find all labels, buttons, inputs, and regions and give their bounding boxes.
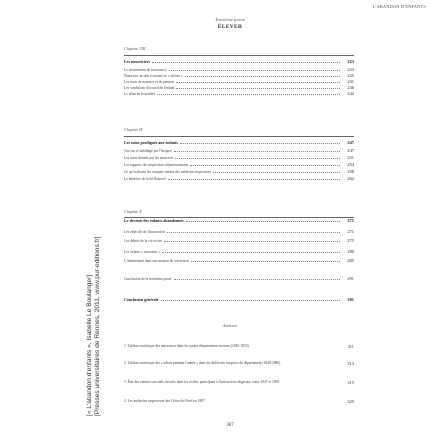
toc-entry-title: Les rapports des inspecteurs départementaux bbox=[124, 162, 189, 167]
toc-page-number: 231 bbox=[347, 78, 354, 84]
chapter-label: Chapitre X bbox=[124, 209, 142, 214]
toc-entry-title: Les soins prodigués aux enfants bbox=[124, 140, 178, 145]
toc-entry bbox=[124, 147, 354, 153]
toc-entry bbox=[124, 58, 354, 64]
toc-page-number: 251 bbox=[347, 154, 354, 160]
toc-entry-title: Le bilan en la matière bbox=[124, 91, 156, 96]
toc-page-number: 223 bbox=[347, 66, 354, 72]
dot-leader bbox=[186, 221, 340, 222]
annex-entry bbox=[124, 361, 354, 366]
dot-leader bbox=[174, 279, 340, 280]
annex-page-number: 325 bbox=[347, 398, 354, 404]
dot-leader bbox=[175, 158, 340, 159]
annex-entry bbox=[124, 399, 354, 404]
general-conclusion-entry bbox=[124, 296, 354, 302]
toc-page-number: 291 bbox=[347, 275, 354, 281]
chapter-label: Chapitre VIII bbox=[124, 46, 146, 51]
toc-entry bbox=[124, 175, 354, 181]
page-number: 367 bbox=[226, 423, 234, 428]
toc-entry bbox=[124, 72, 354, 78]
annex-page-number: 313 bbox=[347, 360, 354, 366]
annex-entry bbox=[124, 380, 354, 385]
toc-entry bbox=[124, 168, 354, 174]
annex-entry-title: 3. État des enfants vaccinés, inscrits dans les écoles, participant à l'instruction religieuse, entre 1847 et 1859 bbox=[124, 380, 280, 384]
toc-entry bbox=[124, 248, 354, 254]
divider bbox=[124, 136, 354, 137]
toc-entry bbox=[124, 237, 354, 243]
annex-entry-title: 4. Les médecins inspecteurs des Côtes-du-Nord en 1897 bbox=[124, 399, 205, 403]
toc-page-number: 236 bbox=[347, 84, 354, 90]
divider bbox=[124, 55, 354, 56]
dot-leader bbox=[168, 179, 340, 180]
toc-entry-title: Nourrices au sein et nourrices « sèches » bbox=[124, 73, 183, 78]
dot-leader bbox=[157, 94, 340, 95]
annex-page-number: 315 bbox=[347, 379, 354, 385]
toc-page-number: 301 bbox=[347, 296, 354, 302]
annex-entry-title: 2. Tableau statistique des « admis pendant l'année » dans les différents hospices du département (1840-1886) bbox=[124, 361, 281, 365]
dot-leader bbox=[176, 82, 340, 83]
toc-entry-title: Conclusion générale bbox=[124, 297, 159, 302]
dot-leader bbox=[162, 252, 340, 253]
toc-entry-title: L'internement dans une maison de correction bbox=[124, 258, 189, 263]
toc-entry-title: Le devenir des enfants abandonnés bbox=[124, 218, 184, 223]
toc-entry-title: Les conditions d'accueil de l'enfant bbox=[124, 85, 175, 90]
toc-page-number: 275 bbox=[347, 237, 354, 243]
toc-page-number: 225 bbox=[347, 72, 354, 78]
dot-leader bbox=[161, 300, 340, 301]
dot-leader bbox=[152, 62, 340, 63]
dot-leader bbox=[176, 88, 340, 89]
part-label: Troisième partie bbox=[214, 17, 246, 22]
toc-entry bbox=[124, 90, 354, 96]
running-header: L'ABANDON D'ENFANTS bbox=[372, 4, 426, 9]
toc-entry-title: Les enfants « insoumis » bbox=[124, 249, 160, 254]
toc-entry bbox=[124, 66, 354, 72]
toc-page-number: 258 bbox=[347, 168, 354, 174]
dot-leader bbox=[167, 232, 340, 233]
toc-page-number: 254 bbox=[347, 161, 354, 167]
dot-leader bbox=[169, 70, 340, 71]
dot-leader bbox=[185, 76, 340, 77]
toc-entry-title: Les objectifs de l'instruction bbox=[124, 229, 165, 234]
dot-leader bbox=[213, 172, 340, 173]
part-title: ÉLEVER bbox=[217, 24, 243, 30]
toc-entry bbox=[124, 257, 354, 263]
side-citation bbox=[86, 237, 102, 416]
toc-entry-title: Le bénéfice de la loi Roussel bbox=[124, 176, 166, 181]
toc-page-number: 280 bbox=[347, 248, 354, 254]
citation-line: [« L'abandon d'enfants », Isabelle Le Boulanger] bbox=[86, 274, 93, 416]
annexes-title: Annexes bbox=[222, 323, 238, 328]
annex-page-number: 311 bbox=[347, 343, 354, 349]
toc-entry bbox=[124, 228, 354, 234]
toc-page-number: 271 bbox=[347, 217, 354, 223]
toc-page-number: 262 bbox=[347, 175, 354, 181]
chapter-label: Chapitre IX bbox=[124, 127, 143, 132]
toc-entry-title: Ce qu'en disent les comptes rendus des médecins inspecteurs bbox=[124, 169, 212, 174]
toc-entry-title: Vaccins et habillage par l'hospice bbox=[124, 148, 172, 153]
toc-entry-title: Les débuts de la vie active bbox=[124, 238, 163, 243]
toc-page-number: 223 bbox=[347, 58, 354, 64]
toc-entry-title: Les mois de nourrice et de pension bbox=[124, 79, 175, 84]
toc-page-number: 247 bbox=[347, 147, 354, 153]
toc-page-number: 247 bbox=[347, 139, 354, 145]
toc-entry bbox=[124, 84, 354, 90]
toc-entry bbox=[124, 217, 354, 223]
citation-line: [Presses universitaires de Rennes, 2011, www.pur-editions.fr] bbox=[94, 236, 102, 416]
dot-leader bbox=[174, 151, 340, 152]
toc-page-number: 242 bbox=[347, 90, 354, 96]
toc-entry bbox=[124, 139, 354, 145]
toc-entry bbox=[124, 161, 354, 167]
toc-page-number: 285 bbox=[347, 257, 354, 263]
toc-entry bbox=[124, 78, 354, 84]
dot-leader bbox=[180, 143, 340, 144]
dot-leader bbox=[190, 165, 340, 166]
toc-entry bbox=[124, 154, 354, 160]
toc-entry-title: Les soins donnés par les nourrices bbox=[124, 155, 174, 160]
toc-entry-title: Conclusion de la troisième partie bbox=[124, 276, 172, 281]
part-conclusion-entry bbox=[124, 275, 354, 281]
dot-leader bbox=[191, 261, 340, 262]
toc-page-number: 271 bbox=[347, 228, 354, 234]
toc-entry-title: Les nourriciers bbox=[124, 59, 151, 64]
toc-entry-title: Le recrutement de la nourrice bbox=[124, 67, 167, 72]
dot-leader bbox=[164, 241, 340, 242]
annex-entry-title: 1. Tableau statistique des naissances dans les quatre départements bretons (1826-1853) bbox=[124, 344, 249, 348]
annex-entry bbox=[124, 344, 354, 349]
